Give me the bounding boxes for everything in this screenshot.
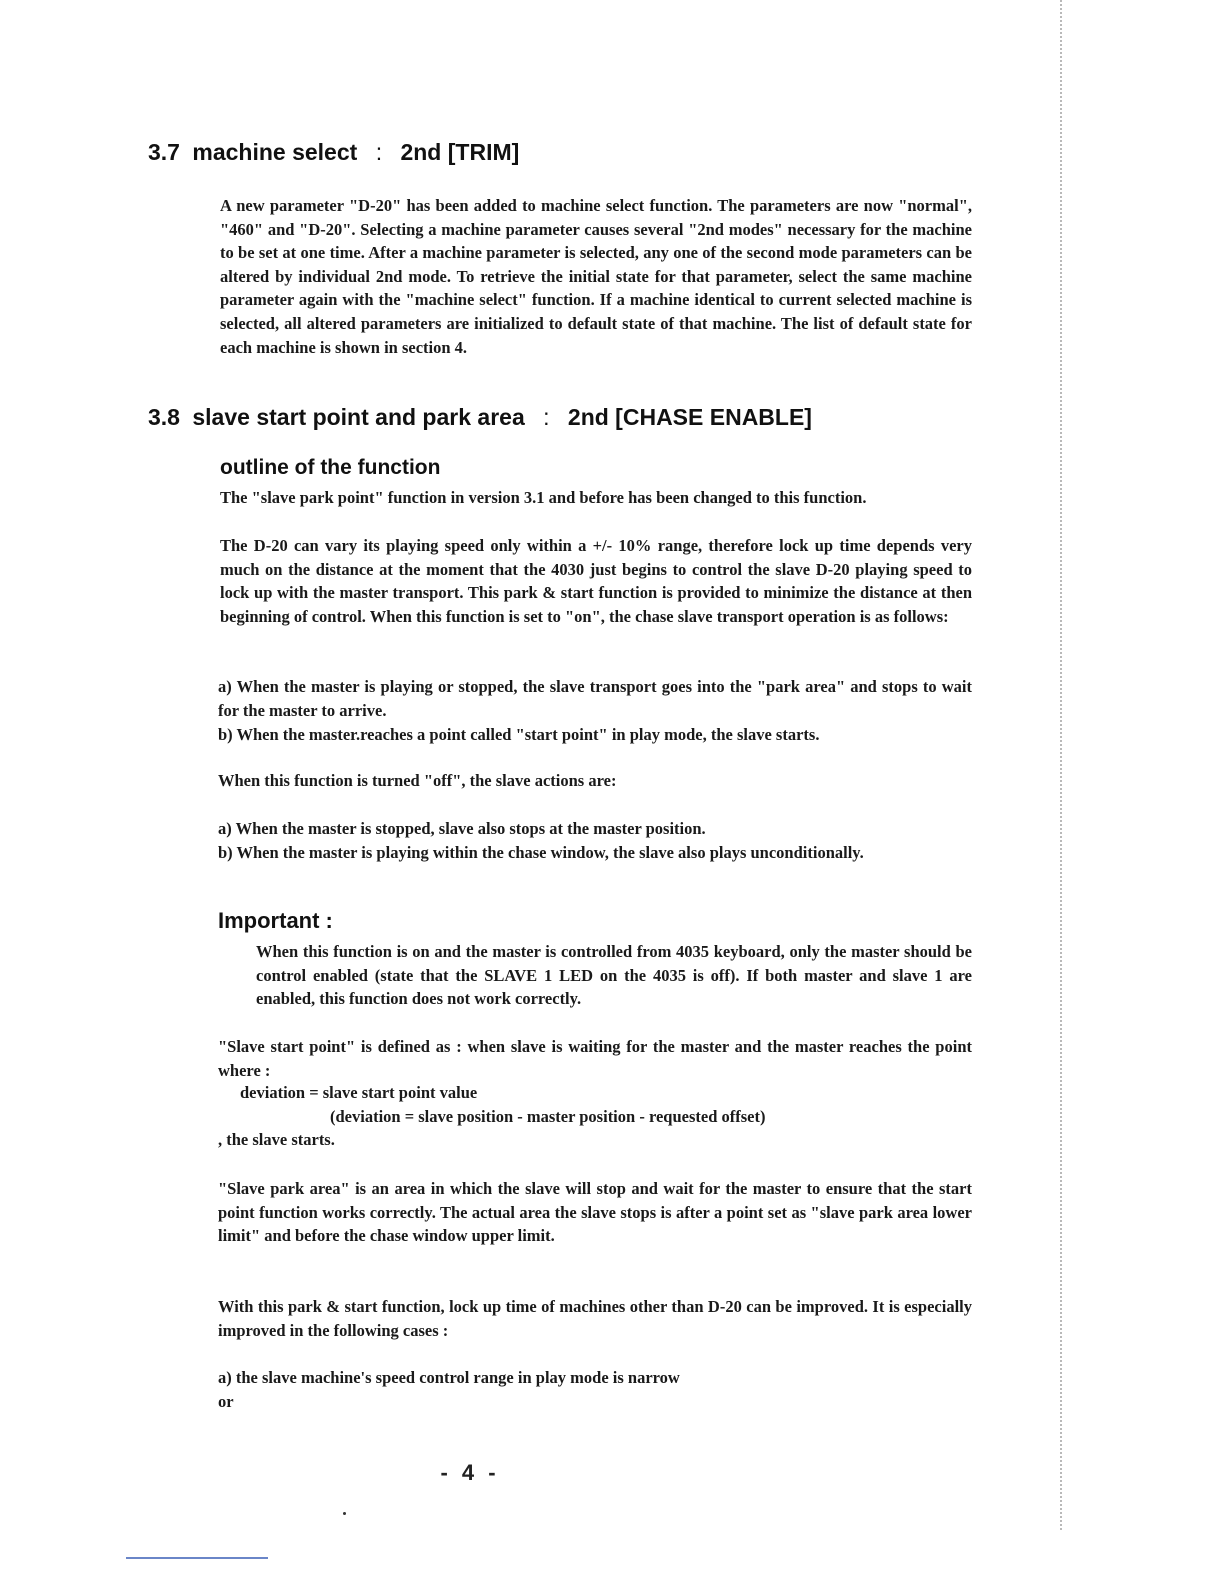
section-3-8-title: slave start point and park area	[192, 404, 525, 430]
improved-intro: With this park & start function, lock up time of machines other than D-20 can be improved. It is especially improved in the following cases :	[218, 1297, 972, 1340]
section-3-7-number: 3.7	[148, 139, 180, 165]
outline-paragraph-2: The D-20 can vary its playing speed only within a +/- 10% range, therefore lock up time depends very much on the distance at the moment that the 4030 just begins to control the slave D-20 playing speed to lock up with the master transport. This park & start function is provided to minimize the distance at then beginning of control. When this function is set to "on", the chase slave transport operation is as follows:	[220, 536, 972, 626]
page-number: - 4 -	[440, 1460, 500, 1485]
section-3-7-title: machine select	[192, 139, 358, 165]
section-3-8-key: 2nd [CHASE ENABLE]	[567, 404, 812, 430]
outline-paragraph-1: The "slave park point" function in version 3.1 and before has been changed to this function.	[220, 488, 867, 507]
on-case-b: b) When the master.reaches a point called "start point" in play mode, the slave starts.	[218, 725, 820, 744]
on-case-a: a) When the master is playing or stopped, the slave transport goes into the "park area" and stops to wait for the master to arrive.	[218, 677, 972, 720]
scan-speck	[343, 1512, 346, 1515]
case-or: or	[218, 1392, 234, 1411]
important-body: When this function is on and the master is controlled from 4035 keyboard, only the master should be control enabled (state that the SLAVE 1 LED on the 4035 is off). If both master and slave 1 are enabled, this function does not work correctly.	[256, 942, 972, 1009]
section-3-7-heading	[148, 138, 519, 166]
outline-heading: outline of the function	[220, 456, 441, 479]
formula-line-1: deviation = slave start point value	[240, 1083, 478, 1102]
start-point-definition: "Slave start point" is defined as : when slave is waiting for the master and the master reaches the point where :	[218, 1037, 972, 1080]
section-3-8-separator: :	[543, 404, 550, 430]
section-3-7-body: A new parameter "D-20" has been added to machine select function. The parameters are now "normal", "460" and "D-20". Selecting a machine parameter causes several "2nd modes" necessary for the machine to be set at one time. After a machine parameter is selected, any one of the second mode parameters can be altered by individual 2nd mode. To retrieve the initial state for that parameter, select the same machine parameter again with the "machine select" function. If a machine identical to current selected machine is selected, all altered parameters are initialized to default state of that machine. The list of default state for each machine is shown in section 4.	[220, 196, 972, 357]
section-3-8-number: 3.8	[148, 404, 180, 430]
bottom-rule	[126, 1557, 268, 1559]
case-a: a) the slave machine's speed control range in play mode is narrow	[218, 1368, 680, 1387]
section-3-7-separator: :	[375, 139, 383, 165]
formula-line-2: (deviation = slave position - master position - requested offset)	[330, 1107, 766, 1126]
section-3-7-key: 2nd [TRIM]	[400, 139, 520, 165]
important-heading: Important :	[218, 908, 333, 933]
park-area-definition: "Slave park area" is an area in which the slave will stop and wait for the master to ensure that the start point function works correctly. The actual area the slave stops is after a point set as "slave park area lower limit" and before the chase window upper limit.	[218, 1179, 972, 1246]
formula-line-3: , the slave starts.	[218, 1130, 335, 1149]
off-intro: When this function is turned "off", the slave actions are:	[218, 771, 617, 790]
off-case-a: a) When the master is stopped, slave also stops at the master position.	[218, 819, 706, 838]
scan-dotted-edge	[1060, 0, 1062, 1530]
off-case-b: b) When the master is playing within the chase window, the slave also plays unconditionally.	[218, 843, 864, 862]
section-3-8-heading	[148, 403, 812, 431]
